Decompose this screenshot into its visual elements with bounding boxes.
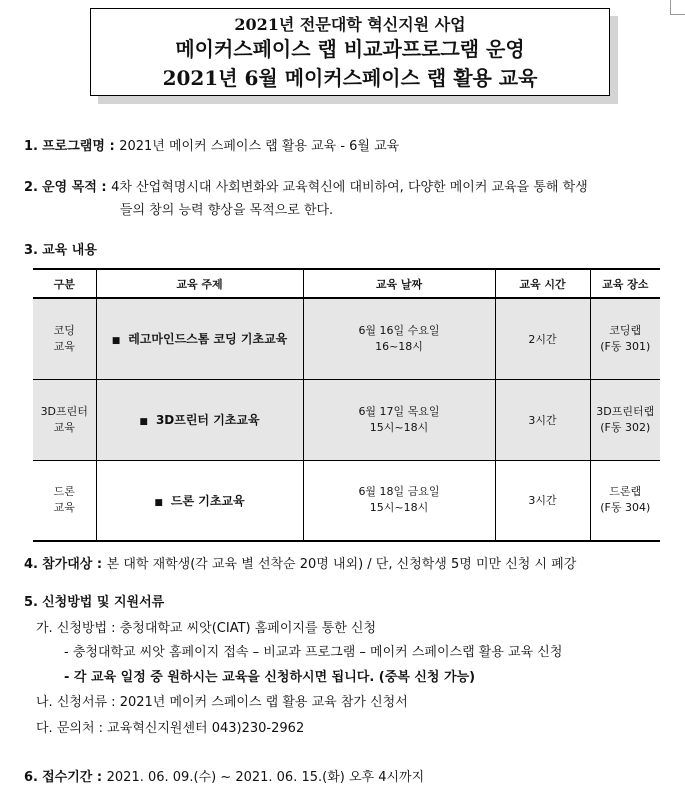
section-label: 참가대상 [42,557,93,572]
cell-place: 드론랩 (F동 304) [590,460,660,541]
cell-category: 3D프린터 교육 [33,379,96,460]
section-label: 접수기간 [42,770,93,785]
section-value: 4차 산업혁명시대 사회변화와 교육혁신에 대비하여, 다양한 메이커 교육을 통해 학생 [111,180,588,195]
header-time: 교육 시간 [495,269,590,298]
cell-place: 코딩랩 (F동 301) [590,298,660,379]
section-value: 본 대학 재학생(각 교육 별 선착순 20명 내외) / 단, 신청학생 5명 미만 신청 시 폐강 [106,557,577,572]
header-place: 교육 장소 [590,269,660,298]
cell-time: 3시간 [495,379,590,460]
title-frame [90,8,610,96]
application-method: 가. 신청방법 : 충청대학교 씨앗(CIAT) 홈페이지를 통한 신청 [36,621,377,636]
section-value: 2021. 06. 09.(수) ~ 2021. 06. 15.(화) 오후 4시까지 [106,770,425,785]
section-period: 6. 접수기간 : 2021. 06. 09.(수) ~ 2021. 06. 15.(화) 오후 4시까지 [24,770,425,785]
application-documents: 나. 신청서류 : 2021년 메이커 스페이스 랩 활용 교육 참가 신청서 [36,695,408,710]
cell-place: 3D프린터랩 (F동 302) [590,379,660,460]
page-corner-marker [670,0,685,15]
table-row [33,460,660,541]
section-education-content: 3. 교육 내용 [24,243,97,258]
section-label: 운영 목적 [42,180,97,195]
bullet-icon: ■ [139,417,148,427]
title-line-3: 2021년 6월 메이커스페이스 랩 활용 교육 [162,66,538,90]
title-line-2: 메이커스페이스 랩 비교과프로그램 운영 [175,37,525,61]
header-date: 교육 날짜 [303,269,495,298]
section-participants: 4. 참가대상 : 본 대학 재학생(각 교육 별 선착순 20명 내외) / 단, 신청학생 5명 미만 신청 시 폐강 [24,557,577,572]
table-row [33,379,660,460]
section-purpose: 2. 운영 목적 : 4차 산업혁명시대 사회변화와 교육혁신에 대비하여, 다양한 메이커 교육을 통해 학생 [24,180,588,195]
section-value: 2021년 메이커 스페이스 랩 활용 교육 - 6월 교육 [119,139,400,154]
header-topic: 교육 주제 [96,269,303,298]
cell-topic: ■ 3D프린터 기초교육 [96,379,303,460]
cell-date: 6월 18일 금요일 15시~18시 [303,460,495,541]
section-label: 신청방법 및 지원서류 [42,595,165,610]
cell-time: 2시간 [495,298,590,379]
bullet-icon: ■ [154,497,163,508]
application-method-note: - 각 교육 일정 중 원하시는 교육을 신청하시면 됩니다. (중복 신청 가능) [64,670,476,685]
cell-category: 드론 교육 [33,460,96,541]
cell-topic: ■ 드론 기초교육 [96,460,303,541]
cell-date: 6월 16일 수요일 16~18시 [303,298,495,379]
cell-time: 3시간 [495,460,590,541]
application-method-step: - 충청대학교 씨앗 홈페이지 접속 – 비교과 프로그램 – 메이커 스페이스랩 활용 교육 신청 [64,645,563,660]
header-category: 구분 [33,269,96,298]
education-schedule-table [33,268,660,542]
title-line-1: 2021년 전문대학 혁신지원 사업 [234,15,466,34]
table-row [33,298,660,379]
cell-topic: ■ 레고마인드스톰 코딩 기초교육 [96,298,303,379]
section-purpose-continued: 들의 창의 능력 향상을 목적으로 한다. [120,203,334,218]
cell-date: 6월 17일 목요일 15시~18시 [303,379,495,460]
section-label: 프로그램명 [42,139,105,154]
section-application: 5. 신청방법 및 지원서류 [24,595,165,610]
bullet-icon: ■ [111,336,121,347]
application-contact: 다. 문의처 : 교육혁신지원센터 043)230-2962 [36,721,305,736]
cell-category: 코딩 교육 [33,298,96,379]
title-box [90,8,610,96]
table-header-row [33,269,660,298]
section-program-name: 1. 프로그램명 : 2021년 메이커 스페이스 랩 활용 교육 - 6월 교육 [24,139,400,154]
section-label: 교육 내용 [42,243,97,258]
